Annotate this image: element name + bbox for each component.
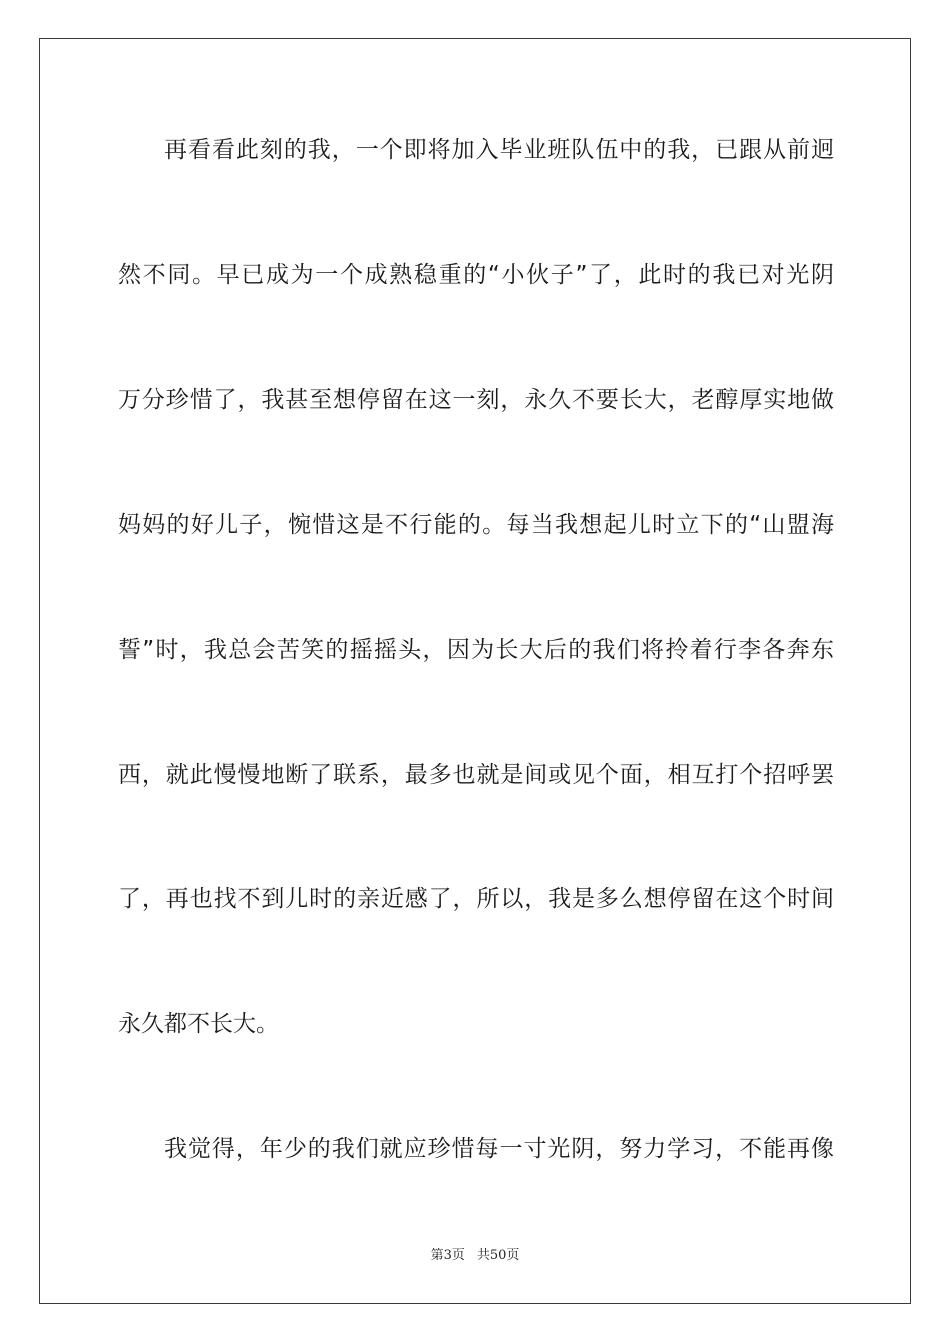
paragraph-line: 妈妈的好儿子，惋惜这是不行能的。每当我想起儿时立下的“山盟海	[118, 512, 834, 538]
page-footer	[0, 1246, 950, 1266]
paragraph-line: 我觉得，年少的我们就应珍惜每一寸光阴，努力学习，不能再像	[164, 1136, 834, 1162]
paragraph-line: 然不同。早已成为一个成熟稳重的“小伙子”了，此时的我已对光阴	[118, 262, 834, 288]
paragraph-line: 西，就此慢慢地断了联系，最多也就是间或见个面，相互打个招呼罢	[118, 762, 834, 788]
page-number: 第3页	[430, 1248, 465, 1263]
total-pages: 共50页	[476, 1248, 520, 1263]
paragraph-line: 了，再也找不到儿时的亲近感了，所以，我是多么想停留在这个时间	[118, 886, 834, 912]
paragraph-line: 再看看此刻的我，一个即将加入毕业班队伍中的我，已跟从前迥	[164, 137, 834, 163]
page-border	[39, 38, 911, 1304]
paragraph-line: 誓”时，我总会苦笑的摇摇头，因为长大后的我们将拎着行李各奔东	[118, 637, 834, 663]
paragraph-line: 万分珍惜了，我甚至想停留在这一刻，永久不要长大，老醇厚实地做	[118, 387, 834, 413]
paragraph-line: 永久都不长大。	[118, 1011, 279, 1037]
